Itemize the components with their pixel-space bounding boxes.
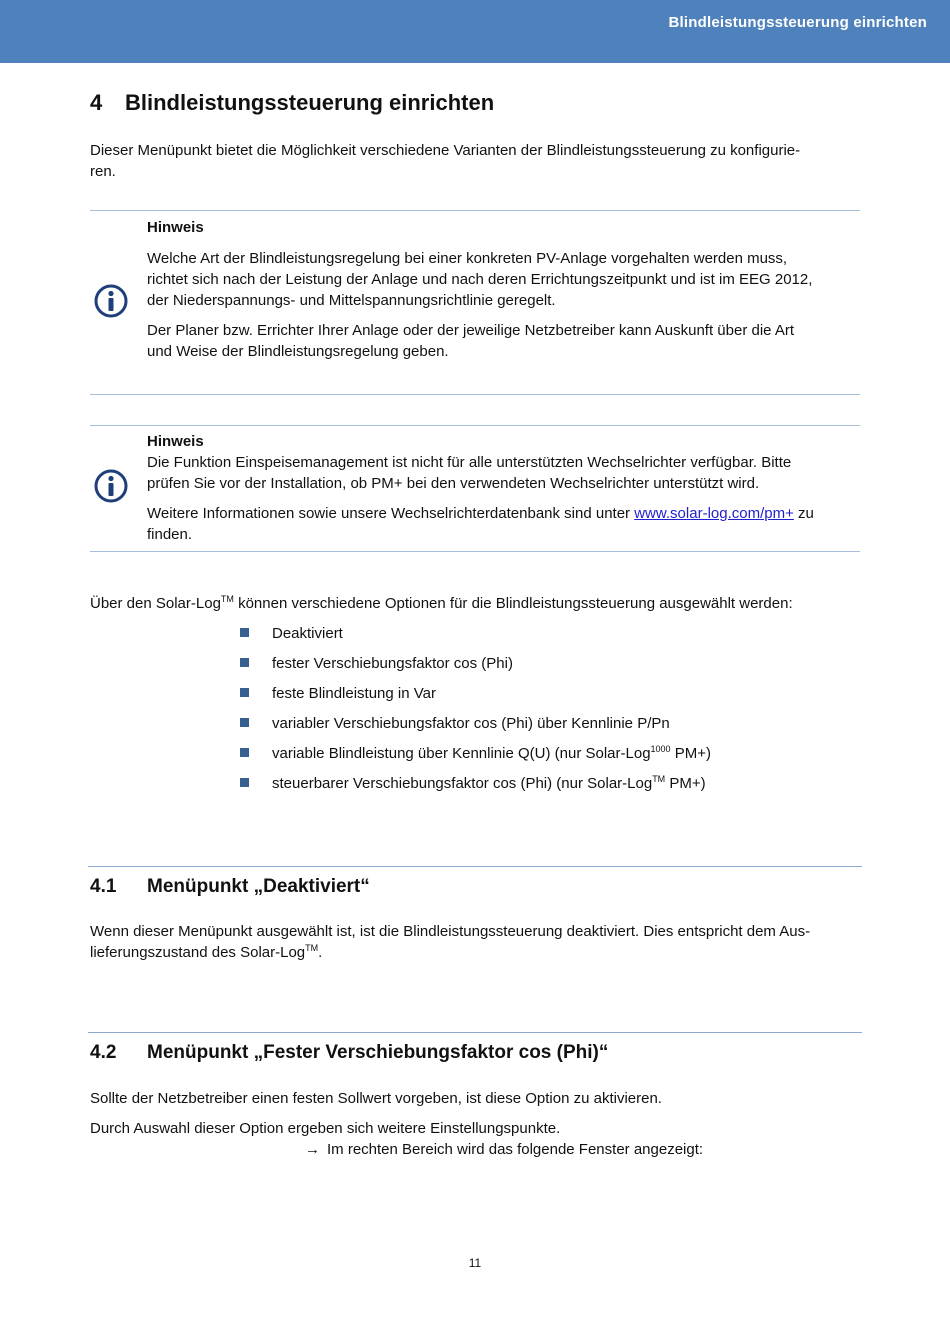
note2-p1-line2: prüfen Sie vor der Installation, ob PM+ bei den verwendeten Wechselrichter unterstützt wird. (147, 475, 760, 492)
note1-top-rule (90, 210, 860, 211)
note1-p2-line1: Der Planer bzw. Errichter Ihrer Anlage oder der jeweilige Netzbetreiber kann Auskunft über die Art (147, 322, 795, 339)
list-item (240, 683, 800, 713)
bullet-square-icon (240, 628, 249, 637)
option-label: variabler Verschiebungsfaktor cos (Phi) über Kennlinie P/Pn (272, 715, 670, 732)
note1-p2-line2: und Weise der Blindleistungsregelung geben. (147, 343, 449, 360)
note1-heading: Hinweis (147, 219, 204, 236)
note1-p1-line1: Welche Art der Blindleistungsregelung bei einer konkreten PV-Anlage vorgehalten werden muss, (147, 250, 788, 267)
section41-line2-suffix: . (318, 944, 323, 961)
list-item (240, 713, 800, 743)
note1-box (147, 217, 867, 362)
bullet-square-icon (240, 718, 249, 727)
section42-p2: Durch Auswahl dieser Option ergeben sich weitere Einstellungspunkte. (90, 1120, 561, 1137)
page-header (0, 0, 950, 63)
bullet-square-icon (240, 778, 249, 787)
header-title: Blindleistungssteuerung einrichten (668, 14, 927, 31)
intro-line-2: ren. (90, 163, 116, 180)
option-label-suffix: PM+) (665, 775, 706, 792)
model-sup: 1000 (650, 744, 671, 754)
chapter-number: 4 (90, 90, 103, 115)
note2-bottom-rule (90, 551, 860, 552)
option-label: steuerbarer Verschiebungsfaktor cos (Phi) (nur Solar-Log (272, 775, 653, 792)
section42-p3-text: Im rechten Bereich wird das folgende Fenster angezeigt: (327, 1141, 704, 1158)
options-intro (90, 593, 890, 614)
list-item (240, 773, 800, 803)
list-item (240, 743, 800, 773)
note2-top-rule (90, 425, 860, 426)
section42-p3 (305, 1139, 865, 1160)
section41-body (90, 921, 870, 963)
note2-heading: Hinweis (147, 433, 204, 450)
option-label: feste Blindleistung in Var (272, 685, 436, 702)
section41-line2 (90, 942, 870, 963)
chapter-title-text: Blindleistungssteuerung einrichten (125, 90, 495, 115)
section41-line1: Wenn dieser Menüpunkt ausgewählt ist, ist die Blindleistungssteuerung deaktiviert. Dies entspricht dem Aus- (90, 923, 811, 940)
options-intro-rest: können verschiedene Optionen für die Blindleistungssteuerung ausgewählt werden: (233, 595, 793, 612)
page-number: 11 (468, 1256, 482, 1270)
section42-number: 4.2 (90, 1042, 117, 1063)
note2-box (147, 431, 867, 545)
section41-line2-text: lieferungszustand des Solar-Log (90, 944, 306, 961)
option-label: variable Blindleistung über Kennlinie Q(U) (nur Solar-Log (272, 745, 651, 762)
option-label: Deaktiviert (272, 625, 343, 642)
info-icon (94, 469, 128, 503)
note2-p2-line2: finden. (147, 526, 193, 543)
section42-title (90, 1042, 608, 1064)
note1-p1-line3: der Niederspannungs- und Mittelspannungsrichtlinie geregelt. (147, 292, 556, 309)
bullet-square-icon (240, 658, 249, 667)
bullet-square-icon (240, 748, 249, 757)
list-item (240, 653, 800, 683)
option-label-suffix: PM+) (670, 745, 711, 762)
section41-title-text: Menüpunkt „Deaktiviert“ (147, 876, 370, 897)
section41-rule (88, 866, 862, 867)
options-list (240, 623, 800, 803)
note2-p2-line1 (147, 503, 867, 524)
trademark-sup: TM (305, 943, 319, 953)
arrow-right-icon: → (305, 1141, 320, 1158)
note2-p1-line1: Die Funktion Einspeisemanagement ist nicht für alle unterstützten Wechselrichter verfügbar. Bitte (147, 454, 792, 471)
section42-title-text: Menüpunkt „Fester Verschiebungsfaktor cos (Phi)“ (147, 1042, 609, 1063)
trademark-sup: TM (220, 594, 234, 604)
section41-title (90, 876, 370, 898)
intro-paragraph (90, 140, 870, 182)
section41-number: 4.1 (90, 876, 117, 897)
note2-p2-suffix: zu (793, 505, 814, 522)
intro-line-1: Dieser Menüpunkt bietet die Möglichkeit verschiedene Varianten der Blindleistungssteuerung zu konfigurie- (90, 142, 801, 159)
option-label: fester Verschiebungsfaktor cos (Phi) (272, 655, 513, 672)
solar-log-pm-link[interactable]: www.solar-log.com/pm+ (634, 505, 794, 522)
note1-bottom-rule (90, 394, 860, 395)
note1-p1-line2: richtet sich nach der Leistung der Anlage und nach deren Errichtungszeitpunkt und ist im EEG 2012, (147, 271, 813, 288)
info-icon (94, 284, 128, 318)
section42-p1: Sollte der Netzbetreiber einen festen Sollwert vorgeben, ist diese Option zu aktivieren. (90, 1090, 662, 1107)
bullet-square-icon (240, 688, 249, 697)
list-item (240, 623, 800, 653)
note2-p2-text: Weitere Informationen sowie unsere Wechselrichterdatenbank sind unter (147, 505, 635, 522)
trademark-sup: TM (652, 774, 666, 784)
options-intro-text: Über den Solar-Log (90, 595, 221, 612)
section42-rule (88, 1032, 862, 1033)
chapter-title (90, 90, 494, 116)
